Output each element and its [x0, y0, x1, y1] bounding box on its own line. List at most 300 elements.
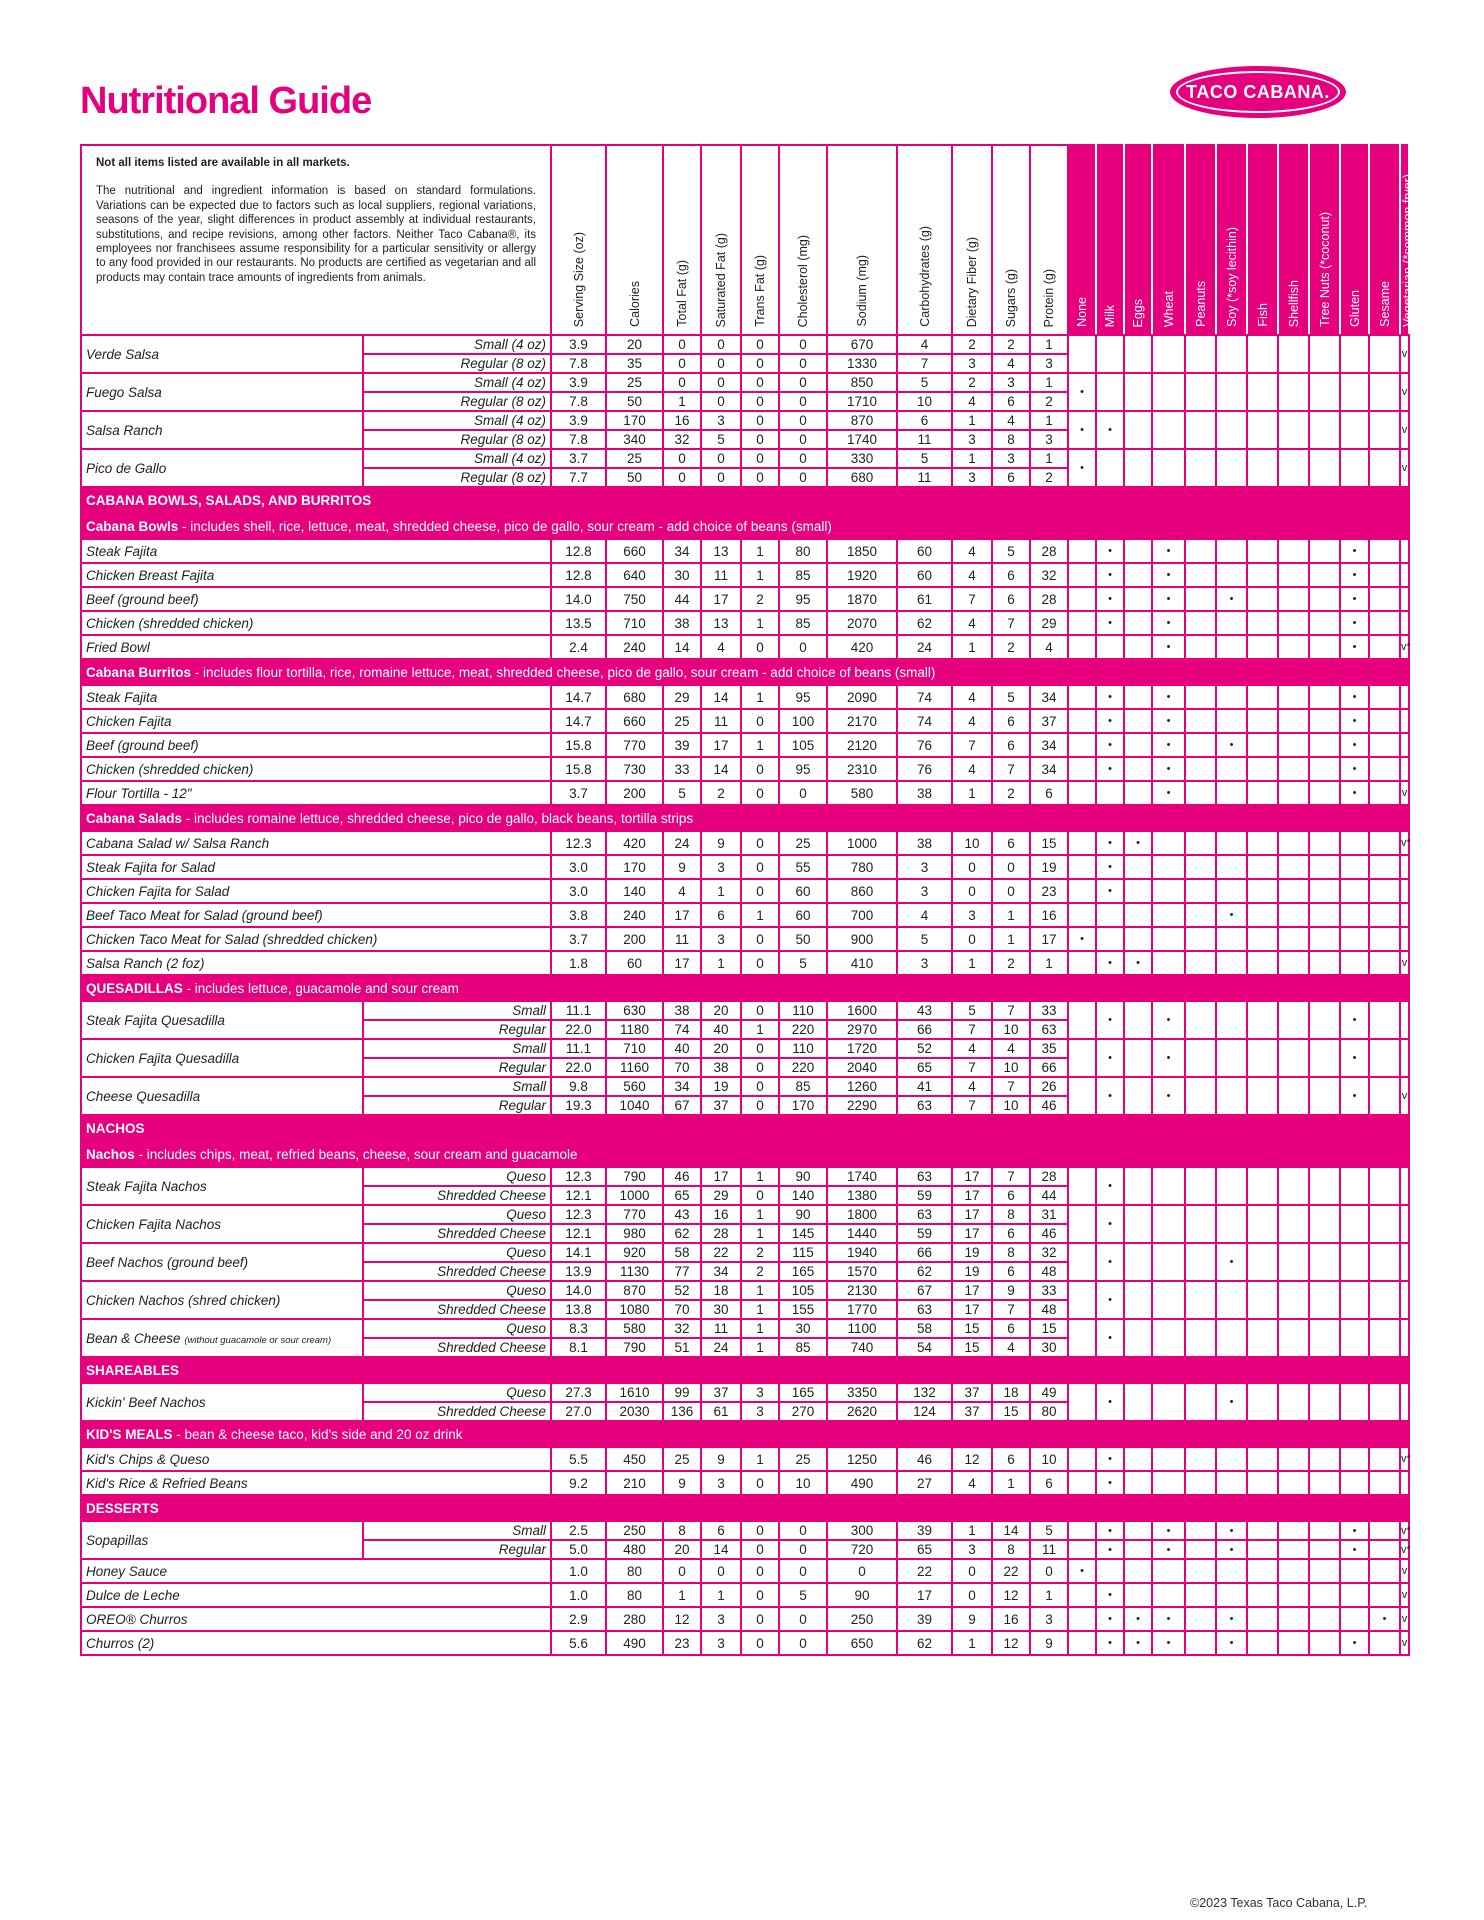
allergen-cell — [1278, 927, 1309, 951]
allergen-cell — [1247, 879, 1278, 903]
nutrient-value: 5 — [779, 1583, 827, 1607]
allergen-cell — [1309, 1471, 1340, 1495]
nutrient-value: 0 — [779, 449, 827, 468]
allergen-cell — [1068, 733, 1096, 757]
allergen-cell — [1152, 951, 1185, 975]
nutrient-value: 28 — [1030, 587, 1068, 611]
nutrient-value: 0 — [701, 373, 741, 392]
allergen-cell — [1124, 1205, 1152, 1243]
allergen-cell — [1124, 709, 1152, 733]
allergen-cell — [1124, 563, 1152, 587]
nutrient-value: 1 — [992, 927, 1030, 951]
nutrient-value: 33 — [1030, 1281, 1068, 1300]
allergen-cell — [1400, 685, 1409, 709]
nutrient-value: 0 — [701, 468, 741, 487]
allergen-cell — [1247, 611, 1278, 635]
nutrient-value: 34 — [663, 539, 701, 563]
item-size: Regular — [363, 1540, 551, 1559]
allergen-cell — [1068, 563, 1096, 587]
section-title-cell — [81, 1357, 1409, 1383]
table-row — [81, 879, 1409, 903]
item-name-text: Beef (ground beef) — [86, 737, 199, 753]
header-sodium-mg- — [827, 145, 897, 335]
allergen-cell: v — [1400, 1607, 1409, 1631]
nutrient-value: 7 — [952, 1020, 992, 1039]
nutrient-value: 24 — [701, 1338, 741, 1357]
allergen-cell — [1068, 1039, 1096, 1077]
nutrient-value: 50 — [779, 927, 827, 951]
header-label: Milk — [1103, 304, 1118, 327]
allergen-cell — [1068, 879, 1096, 903]
table-row — [81, 951, 1409, 975]
allergen-cell — [1400, 1039, 1409, 1077]
allergen-cell: • — [1340, 1540, 1369, 1559]
nutrient-value: 140 — [779, 1186, 827, 1205]
nutrient-value: 920 — [606, 1243, 663, 1262]
nutrient-value: 105 — [779, 733, 827, 757]
nutrient-value: 25 — [663, 1447, 701, 1471]
nutrient-value: 580 — [606, 1319, 663, 1338]
allergen-cell — [1216, 1471, 1247, 1495]
allergen-cell: v* — [1400, 1540, 1409, 1559]
nutrient-value: 0 — [741, 1631, 779, 1655]
nutrient-value: 37 — [952, 1402, 992, 1421]
nutrient-value: 1260 — [827, 1077, 897, 1096]
nutrient-value: 5 — [701, 430, 741, 449]
nutrient-value: 115 — [779, 1243, 827, 1262]
allergen-cell: • — [1340, 1521, 1369, 1540]
allergen-cell — [1216, 685, 1247, 709]
allergen-cell — [1400, 539, 1409, 563]
allergen-cell — [1309, 1559, 1340, 1583]
nutrient-value: 90 — [827, 1583, 897, 1607]
allergen-cell — [1278, 1243, 1309, 1281]
nutrient-value: 7 — [952, 733, 992, 757]
allergen-cell — [1185, 1077, 1216, 1115]
nutrient-value: 13 — [701, 539, 741, 563]
nutrient-value: 67 — [663, 1096, 701, 1115]
header-saturated-fat-g- — [701, 145, 741, 335]
allergen-cell — [1185, 1001, 1216, 1039]
nutrient-value: 1 — [741, 563, 779, 587]
allergen-cell: v — [1400, 411, 1409, 449]
allergen-cell — [1340, 335, 1369, 373]
nutrient-value: 2 — [992, 951, 1030, 975]
allergen-cell — [1124, 1167, 1152, 1205]
item-name — [81, 855, 551, 879]
nutrient-value: 450 — [606, 1447, 663, 1471]
nutrient-value: 6 — [992, 468, 1030, 487]
allergen-cell: • — [1369, 1607, 1400, 1631]
nutrient-value: 0 — [779, 392, 827, 411]
nutrient-value: 710 — [606, 1039, 663, 1058]
allergen-cell — [1369, 539, 1400, 563]
allergen-cell — [1278, 373, 1309, 411]
nutrient-value: 220 — [779, 1020, 827, 1039]
nutrient-value: 1 — [741, 1447, 779, 1471]
allergen-cell — [1400, 1471, 1409, 1495]
nutrient-value: 51 — [663, 1338, 701, 1357]
nutrient-value: 3.0 — [551, 879, 606, 903]
nutrient-value: 7.7 — [551, 468, 606, 487]
item-name — [81, 1631, 551, 1655]
nutrient-value: 1 — [741, 1167, 779, 1186]
nutrient-value: 200 — [606, 781, 663, 805]
allergen-cell — [1216, 1205, 1247, 1243]
nutrient-value: 14 — [701, 757, 741, 781]
allergen-cell — [1124, 587, 1152, 611]
nutrient-value: 1940 — [827, 1243, 897, 1262]
item-name-note: (without guacamole or sour cream) — [184, 1334, 332, 1346]
nutrient-value: 23 — [663, 1631, 701, 1655]
allergen-cell — [1309, 1607, 1340, 1631]
allergen-cell — [1185, 709, 1216, 733]
allergen-header-none — [1068, 145, 1096, 335]
allergen-cell — [1185, 411, 1216, 449]
nutrient-value: 12 — [663, 1607, 701, 1631]
allergen-cell: v — [1400, 1559, 1409, 1583]
allergen-cell — [1216, 855, 1247, 879]
allergen-cell — [1216, 1077, 1247, 1115]
disclaimer-note — [81, 145, 551, 335]
allergen-cell — [1247, 831, 1278, 855]
allergen-cell: • — [1068, 449, 1096, 487]
nutrient-value: 6 — [992, 392, 1030, 411]
item-name — [81, 1471, 551, 1495]
allergen-cell — [1096, 927, 1124, 951]
allergen-cell — [1278, 539, 1309, 563]
allergen-cell — [1185, 831, 1216, 855]
allergen-cell: • — [1152, 1631, 1185, 1655]
allergen-cell — [1124, 781, 1152, 805]
nutrient-value: 29 — [1030, 611, 1068, 635]
item-name — [81, 927, 551, 951]
nutrient-value: 43 — [663, 1205, 701, 1224]
allergen-cell: • — [1152, 587, 1185, 611]
allergen-cell — [1340, 1607, 1369, 1631]
allergen-cell — [1185, 951, 1216, 975]
allergen-cell — [1309, 1243, 1340, 1281]
allergen-cell — [1068, 539, 1096, 563]
nutrient-value: 65 — [897, 1540, 952, 1559]
allergen-cell — [1400, 587, 1409, 611]
nutrient-value: 4 — [897, 335, 952, 354]
nutrient-value: 200 — [606, 927, 663, 951]
nutrient-value: 9 — [992, 1281, 1030, 1300]
nutrient-value: 2620 — [827, 1402, 897, 1421]
nutrient-value: 1330 — [827, 354, 897, 373]
allergen-cell — [1369, 587, 1400, 611]
nutrient-value: 65 — [897, 1058, 952, 1077]
header-label: Gluten — [1347, 290, 1362, 327]
nutrient-value: 12.3 — [551, 831, 606, 855]
nutrient-value: 65 — [663, 1186, 701, 1205]
allergen-cell — [1152, 1281, 1185, 1319]
item-name-text: Chicken Taco Meat for Salad (shredded chicken) — [86, 931, 378, 947]
allergen-cell — [1369, 927, 1400, 951]
nutrient-value: 1770 — [827, 1300, 897, 1319]
nutrient-value: 26 — [1030, 1077, 1068, 1096]
allergen-cell — [1278, 1471, 1309, 1495]
allergen-cell — [1185, 1631, 1216, 1655]
allergen-cell — [1247, 563, 1278, 587]
table-row — [81, 1243, 1409, 1262]
nutrient-value: 20 — [606, 335, 663, 354]
nutrient-value: 2130 — [827, 1281, 897, 1300]
allergen-cell: • — [1152, 635, 1185, 659]
allergen-cell — [1369, 1631, 1400, 1655]
nutrient-value: 0 — [741, 1077, 779, 1096]
nutrient-value: 32 — [663, 430, 701, 449]
nutrient-value: 0 — [741, 1559, 779, 1583]
nutrient-value: 680 — [827, 468, 897, 487]
nutrient-value: 0 — [741, 1583, 779, 1607]
nutrient-value: 1 — [741, 685, 779, 709]
nutrient-value: 3.9 — [551, 335, 606, 354]
nutrient-value: 410 — [827, 951, 897, 975]
allergen-cell — [1068, 611, 1096, 635]
allergen-cell — [1309, 1631, 1340, 1655]
nutrient-value: 0 — [741, 373, 779, 392]
item-name-text: Cheese Quesadilla — [86, 1088, 201, 1104]
allergen-cell: v — [1400, 373, 1409, 411]
allergen-cell — [1216, 831, 1247, 855]
nutrient-value: 0 — [741, 831, 779, 855]
item-size: Small — [363, 1039, 551, 1058]
table-row — [81, 1583, 1409, 1607]
nutrient-value: 2 — [992, 781, 1030, 805]
nutrient-value: 22 — [992, 1559, 1030, 1583]
nutrient-value: 6 — [1030, 781, 1068, 805]
section-title: NACHOS — [86, 1120, 145, 1136]
nutrient-value: 3.9 — [551, 373, 606, 392]
nutrient-value: 1380 — [827, 1186, 897, 1205]
nutrient-value: 0 — [992, 879, 1030, 903]
allergen-cell — [1124, 539, 1152, 563]
allergen-cell — [1340, 831, 1369, 855]
allergen-cell — [1400, 855, 1409, 879]
item-size: Queso — [363, 1383, 551, 1402]
nutrient-value: 740 — [827, 1338, 897, 1357]
nutrient-value: 1 — [992, 903, 1030, 927]
nutrient-value: 6 — [992, 587, 1030, 611]
item-name-text: Chicken (shredded chicken) — [86, 615, 254, 631]
allergen-cell: • — [1152, 611, 1185, 635]
allergen-cell — [1185, 373, 1216, 411]
nutrient-value: 1 — [741, 903, 779, 927]
header-label: Serving Size (oz) — [571, 231, 586, 327]
nutrient-value: 11 — [701, 563, 741, 587]
allergen-cell — [1185, 1583, 1216, 1607]
allergen-cell — [1309, 587, 1340, 611]
allergen-cell — [1216, 927, 1247, 951]
allergen-cell: • — [1340, 1039, 1369, 1077]
allergen-header-peanuts — [1185, 145, 1216, 335]
item-size: Small — [363, 1077, 551, 1096]
allergen-cell — [1185, 1205, 1216, 1243]
allergen-cell — [1369, 635, 1400, 659]
nutrient-value: 24 — [663, 831, 701, 855]
allergen-cell — [1278, 1631, 1309, 1655]
nutrient-value: 3 — [701, 1607, 741, 1631]
allergen-cell — [1185, 1521, 1216, 1540]
allergen-cell — [1369, 733, 1400, 757]
allergen-cell — [1185, 1540, 1216, 1559]
allergen-cell — [1369, 1205, 1400, 1243]
nutrient-value: 18 — [992, 1383, 1030, 1402]
item-name — [81, 709, 551, 733]
nutrient-value: 4 — [1030, 635, 1068, 659]
nutrient-value: 17 — [701, 587, 741, 611]
nutrient-value: 50 — [606, 392, 663, 411]
allergen-cell: • — [1340, 1631, 1369, 1655]
allergen-cell — [1247, 781, 1278, 805]
table-row — [81, 831, 1409, 855]
nutrient-value: 15 — [1030, 831, 1068, 855]
nutrient-value: 0 — [779, 354, 827, 373]
nutrient-value: 1000 — [606, 1186, 663, 1205]
item-name-text: Chicken Nachos (shred chicken) — [86, 1292, 281, 1308]
nutrient-value: 250 — [827, 1607, 897, 1631]
nutrient-value: 46 — [1030, 1224, 1068, 1243]
subsection-header — [81, 805, 1409, 831]
nutrient-value: 0 — [741, 430, 779, 449]
allergen-cell — [1340, 951, 1369, 975]
allergen-cell: v — [1400, 449, 1409, 487]
nutrient-value: 4 — [952, 563, 992, 587]
nutrient-value: 270 — [779, 1402, 827, 1421]
nutrient-value: 660 — [606, 709, 663, 733]
nutrient-value: 9.8 — [551, 1077, 606, 1096]
item-size: Regular (8 oz) — [363, 430, 551, 449]
nutrient-value: 30 — [779, 1319, 827, 1338]
nutrient-value: 0 — [779, 1521, 827, 1540]
allergen-cell: • — [1096, 757, 1124, 781]
nutrient-value: 5 — [992, 685, 1030, 709]
header-serving-size-oz- — [551, 145, 606, 335]
table-row — [81, 563, 1409, 587]
section-description: - includes lettuce, guacamole and sour cream — [182, 980, 459, 996]
allergen-cell — [1369, 1471, 1400, 1495]
allergen-cell — [1340, 1447, 1369, 1471]
nutrient-value: 0 — [741, 411, 779, 430]
allergen-cell — [1185, 903, 1216, 927]
nutrient-value: 3.0 — [551, 855, 606, 879]
nutrient-value: 34 — [1030, 757, 1068, 781]
nutrient-value: 0 — [741, 855, 779, 879]
nutrient-value: 4 — [663, 879, 701, 903]
nutrient-value: 99 — [663, 1383, 701, 1402]
allergen-cell — [1216, 951, 1247, 975]
nutrient-value: 5 — [1030, 1521, 1068, 1540]
allergen-cell — [1124, 1039, 1152, 1077]
allergen-cell — [1124, 1521, 1152, 1540]
nutrient-value: 6 — [992, 1319, 1030, 1338]
allergen-cell — [1278, 411, 1309, 449]
allergen-cell — [1068, 1205, 1096, 1243]
allergen-cell — [1185, 449, 1216, 487]
subsection-title: Cabana Bowls — [86, 518, 179, 534]
allergen-cell — [1152, 449, 1185, 487]
allergen-cell — [1369, 1243, 1400, 1281]
header-label: Fish — [1255, 303, 1270, 327]
nutrient-value: 38 — [663, 1001, 701, 1020]
allergen-cell — [1400, 879, 1409, 903]
nutrient-value: 1740 — [827, 1167, 897, 1186]
nutrient-value: 3.7 — [551, 927, 606, 951]
item-name-text: Steak Fajita — [86, 689, 158, 705]
allergen-header-fish — [1247, 145, 1278, 335]
nutrient-value: 980 — [606, 1224, 663, 1243]
allergen-cell: • — [1152, 1039, 1185, 1077]
nutrient-value: 70 — [663, 1058, 701, 1077]
nutrient-value: 145 — [779, 1224, 827, 1243]
nutrient-value: 0 — [741, 1607, 779, 1631]
allergen-cell — [1309, 1583, 1340, 1607]
item-name — [81, 1319, 363, 1357]
allergen-cell — [1124, 757, 1152, 781]
item-size: Small (4 oz) — [363, 449, 551, 468]
nutrient-value: 80 — [779, 539, 827, 563]
nutrient-value: 1 — [663, 392, 701, 411]
nutrient-value: 8 — [992, 1205, 1030, 1224]
allergen-cell: • — [1096, 1583, 1124, 1607]
nutrient-value: 19 — [1030, 855, 1068, 879]
nutrient-value: 0 — [779, 430, 827, 449]
allergen-cell: • — [1096, 709, 1124, 733]
allergen-cell: v — [1400, 1077, 1409, 1115]
allergen-cell — [1124, 1243, 1152, 1281]
allergen-cell — [1247, 1039, 1278, 1077]
subsection-header — [81, 513, 1409, 539]
allergen-cell — [1247, 635, 1278, 659]
nutrient-value: 0 — [663, 468, 701, 487]
nutrient-value: 2970 — [827, 1020, 897, 1039]
table-row — [81, 1039, 1409, 1058]
allergen-cell: • — [1096, 1077, 1124, 1115]
item-name-text: Fuego Salsa — [86, 384, 162, 400]
item-size: Shredded Cheese — [363, 1224, 551, 1243]
allergen-cell: • — [1068, 1559, 1096, 1583]
item-name-text: Verde Salsa — [86, 346, 160, 362]
nutrient-value: 85 — [779, 563, 827, 587]
section-title-cell — [81, 1421, 1409, 1447]
nutrient-value: 19.3 — [551, 1096, 606, 1115]
allergen-cell — [1340, 1583, 1369, 1607]
nutrient-value: 0 — [779, 635, 827, 659]
allergen-cell: • — [1124, 951, 1152, 975]
item-name — [81, 757, 551, 781]
allergen-cell — [1340, 1205, 1369, 1243]
allergen-cell — [1369, 335, 1400, 373]
nutrient-value: 17 — [701, 1167, 741, 1186]
allergen-cell: • — [1096, 611, 1124, 635]
nutrient-value: 19 — [952, 1243, 992, 1262]
allergen-cell — [1124, 611, 1152, 635]
nutrient-value: 29 — [663, 685, 701, 709]
item-name-text: Fried Bowl — [86, 639, 150, 655]
nutrient-value: 76 — [897, 733, 952, 757]
allergen-cell — [1369, 709, 1400, 733]
nutrient-value: 34 — [1030, 733, 1068, 757]
allergen-cell — [1400, 1205, 1409, 1243]
nutrient-value: 770 — [606, 733, 663, 757]
allergen-cell: • — [1096, 879, 1124, 903]
item-name-text: Steak Fajita Quesadilla — [86, 1012, 225, 1028]
nutrient-value: 63 — [897, 1096, 952, 1115]
allergen-cell — [1369, 1167, 1400, 1205]
nutrient-value: 7.8 — [551, 430, 606, 449]
